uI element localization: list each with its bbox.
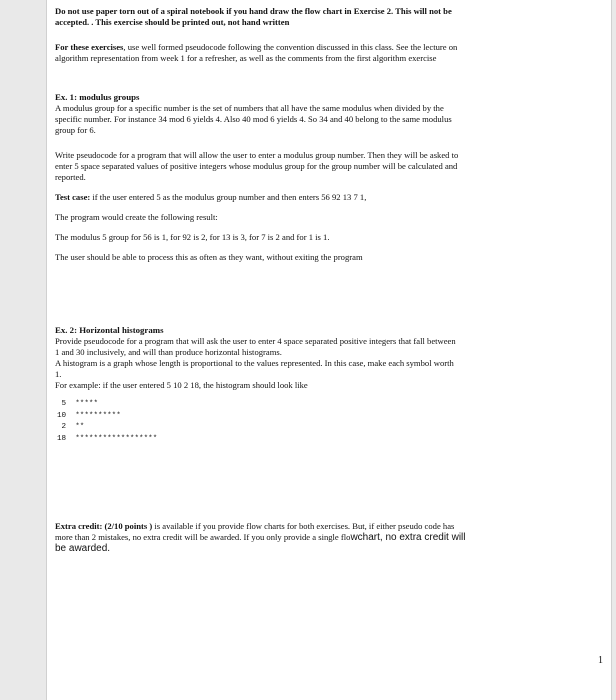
ex1-result-text: The modulus 5 group for 56 is 1, for 92 is 2, for 13 is 3, for 7 is 2 and for 1 is 1. — [55, 232, 330, 242]
ex1-repeat-text: The user should be able to process this as often as they want, without exiting the program — [55, 252, 363, 262]
extra-credit-line-3: be awarded. — [55, 543, 111, 554]
histogram-row: 2 ** — [57, 423, 85, 431]
ex1-desc-2: specific number. For instance 34 mod 6 yields 4. Also 40 mod 6 yields 4. So 34 and 40 belong to the same modulus — [55, 114, 452, 124]
extra-credit-line-2-text: more than 2 mistakes, no extra credit will be awarded. If you only provide a single flo — [55, 532, 351, 542]
pseudocode-rest: , use well formed pseudocode following the convention discussed in this class. See the lecture on — [123, 42, 458, 52]
ex1-write-3: reported. — [55, 172, 86, 182]
extra-credit-line-2 — [55, 532, 601, 543]
test-case-text: if the user entered 5 as the modulus group number and then enters 56 92 13 7 1, — [90, 192, 367, 202]
histogram-example — [57, 399, 601, 445]
page-content — [55, 6, 601, 554]
histogram-row: 18 ****************** — [57, 434, 158, 443]
document-page — [46, 0, 612, 700]
warning-line-2: accepted. . This exercise should be printed out, not hand written — [55, 17, 290, 27]
ex1-write-2: enter 5 space separated values of positive integers whose modulus group for the group number will be calculated and — [55, 161, 458, 171]
pseudocode-lead: For these exercises — [55, 42, 124, 52]
test-case-label: Test case: — [55, 192, 91, 202]
warning-line-1: Do not use paper torn out of a spiral notebook if you hand draw the flow chart in Exercise 2. This will not be — [55, 6, 452, 16]
ex2-example: For example: if the user entered 5 10 2 18, the histogram should look like — [55, 380, 308, 390]
ex2-desc-4: 1. — [55, 369, 62, 379]
extra-credit-line-1 — [55, 521, 601, 532]
pseudocode-instructions — [55, 42, 601, 53]
extra-credit-text: is available if you provide flow charts for both exercises. But, if either pseudo code has — [152, 521, 455, 531]
histogram-row: 5 ***** — [57, 400, 99, 408]
ex2-desc-1: Provide pseudocode for a program that will ask the user to enter 4 space separated positive integers that fall between — [55, 336, 456, 346]
ex1-desc-3: group for 6. — [55, 125, 96, 135]
page-number: 1 — [598, 655, 603, 666]
ex2-desc-2: 1 and 30 inclusively, and will than produce horizontal histograms. — [55, 347, 282, 357]
extra-credit-label: Extra credit: (2/10 points ) — [55, 521, 153, 531]
pseudocode-line-2: algorithm representation from week 1 for a refresher, as well as the comments from the first algorithm exercise — [55, 53, 437, 63]
ex1-write-1: Write pseudocode for a program that will allow the user to enter a modulus group number. Then they will be asked to — [55, 150, 459, 160]
ex1-test-case — [55, 192, 601, 203]
ex1-result-intro: The program would create the following result: — [55, 212, 218, 222]
ex1-heading: Ex. 1: modulus groups — [55, 92, 140, 102]
ex2-desc-3: A histogram is a graph whose length is proportional to the values represented. In this case, make each symbol worth — [55, 358, 454, 368]
ex2-heading: Ex. 2: Horizontal histograms — [55, 325, 164, 335]
ex1-desc-1: A modulus group for a specific number is the set of numbers that all have the same modulus when divided by the — [55, 103, 444, 113]
histogram-row: 10 ********** — [57, 411, 121, 420]
extra-credit-line-2-tail: wchart, no extra credit will — [350, 532, 466, 543]
